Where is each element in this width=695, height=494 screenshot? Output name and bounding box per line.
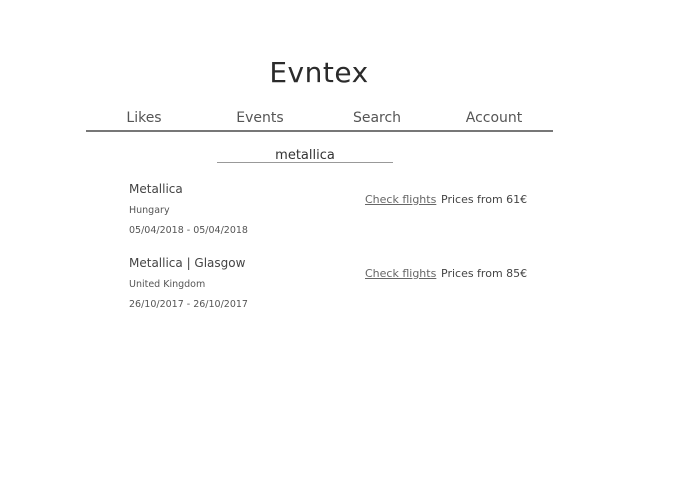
event-name: Metallica | Glasgow: [129, 256, 246, 270]
price-text: Prices from 61€: [441, 193, 528, 206]
nav-events[interactable]: Events: [236, 110, 284, 126]
event-name: Metallica: [129, 182, 183, 196]
price-text: Prices from 85€: [441, 267, 528, 280]
nav-likes[interactable]: Likes: [126, 110, 162, 126]
app-title: Evntex: [269, 56, 369, 89]
nav-search[interactable]: Search: [352, 110, 402, 126]
event-country: United Kingdom: [129, 279, 206, 290]
check-flights-link[interactable]: Check flights: [365, 267, 437, 280]
main-nav: [86, 108, 553, 132]
nav-account[interactable]: Account: [465, 110, 523, 126]
check-flights-link[interactable]: Check flights: [365, 193, 437, 206]
event-dates: 26/10/2017 - 26/10/2017: [129, 299, 248, 310]
event-country: Hungary: [129, 205, 170, 216]
event-dates: 05/04/2018 - 05/04/2018: [129, 225, 248, 236]
search-field: [217, 144, 393, 163]
search-input[interactable]: [217, 147, 393, 165]
